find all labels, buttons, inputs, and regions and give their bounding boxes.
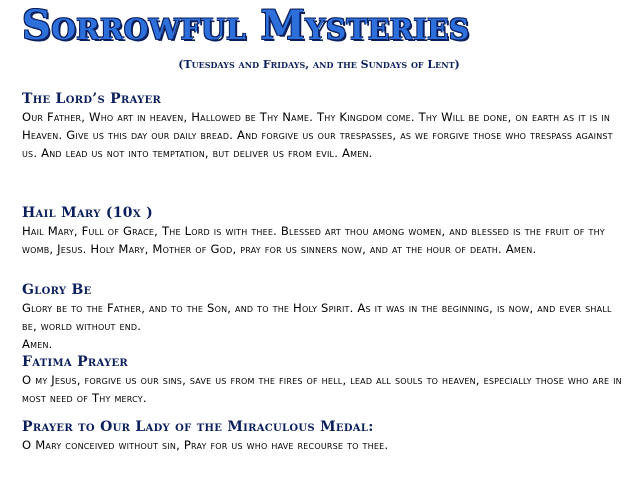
prayer-text: Glory be to the Father, and to the Son, and to the Holy Spirit. As it was in the beginning, is now, and ever shall be, world without end. (22, 301, 612, 333)
section-heading: Glory Be (22, 282, 92, 298)
section-hail-mary (22, 204, 622, 258)
section-lords-prayer (22, 90, 622, 162)
section-heading: The Lord’s Prayer (22, 91, 162, 107)
prayer-amen: Amen. (22, 337, 53, 351)
section-heading: Prayer to Our Lady of the Miraculous Medal: (22, 419, 374, 435)
page-title: Sorrowful Mysteries (22, 2, 470, 49)
section-heading: Fatima Prayer (22, 354, 129, 370)
prayer-text: O Mary conceived without sin, Pray for us who have recourse to thee. (22, 438, 389, 452)
prayer-text: Hail Mary, Full of Grace, The Lord is with thee. Blessed art thou among women, and blessed is the fruit of thy womb, Jesus. Holy Mary, Mother of God, pray for us sinners now, and at the hour of death. Amen. (22, 224, 605, 256)
section-fatima-prayer (22, 353, 622, 407)
section-miraculous-medal (22, 418, 622, 454)
prayer-text: O my Jesus, forgive us our sins, save us from the fires of hell, lead all souls to heaven, especially those who are in most need of Thy mercy. (22, 373, 622, 405)
section-glory-be (22, 281, 622, 353)
page-subtitle: (Tuesdays and Fridays, and the Sundays of Lent) (178, 58, 460, 71)
prayer-text: Our Father, Who art in heaven, Hallowed be Thy Name. Thy Kingdom come. Thy Will be done, on earth as it is in Heaven. Give us this day our daily bread. And forgive us our trespasses, as we forgive those who trespass against us. And lead us not into temptation, but deliver us from evil. Amen. (22, 110, 613, 160)
section-heading: Hail Mary (10x ) (22, 205, 154, 221)
